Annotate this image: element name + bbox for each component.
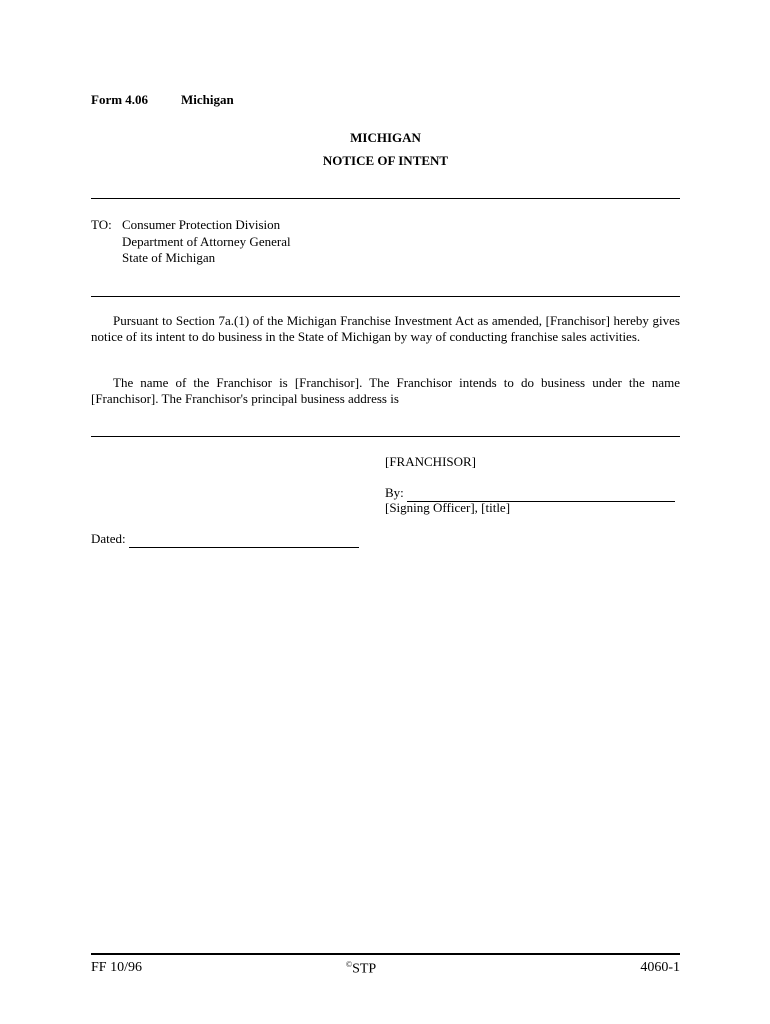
footer-divider (91, 953, 680, 955)
footer-form-date: FF 10/96 (91, 960, 142, 975)
footer-copyright (346, 960, 376, 978)
signature-company: [FRANCHISOR] (385, 454, 477, 469)
footer-publisher: STP (352, 961, 377, 977)
dated-line[interactable] (129, 531, 359, 548)
body-paragraph-2: The name of the Franchisor is [Franchisor]. The Franchisor intends to do business under the name [Franchisor]. The Franchisor's principal business address is (91, 375, 680, 406)
signature-officer: [Signing Officer], [title] (385, 500, 511, 515)
form-state: Michigan (181, 92, 234, 107)
form-header (91, 92, 234, 108)
recipient-line-3: State of Michigan (122, 250, 216, 265)
signature-by-label: By: (385, 485, 404, 500)
form-number: Form 4.06 (91, 92, 149, 107)
recipient-line-2: Department of Attorney General (122, 233, 291, 249)
document-title-state: MICHIGAN (350, 130, 421, 145)
document-title: NOTICE OF INTENT (322, 153, 449, 168)
body-paragraph-1: Pursuant to Section 7a.(1) of the Michigan Franchise Investment Act as amended, [Franchisor] hereby gives notice of its intent to do business in the State of Michigan by way of conducting franchise sales activities. (91, 313, 680, 344)
address-line[interactable] (91, 436, 680, 437)
recipient-line-1: Consumer Protection Division (122, 217, 281, 232)
dated-label: Dated: (91, 531, 126, 546)
footer-form-number: 4060-1 (640, 960, 680, 975)
divider-middle (91, 296, 680, 297)
dated-row (91, 531, 359, 548)
copyright-symbol: © (346, 960, 353, 969)
recipient-label: TO: (91, 217, 112, 232)
divider-top (91, 198, 680, 199)
recipient-block (91, 217, 291, 267)
